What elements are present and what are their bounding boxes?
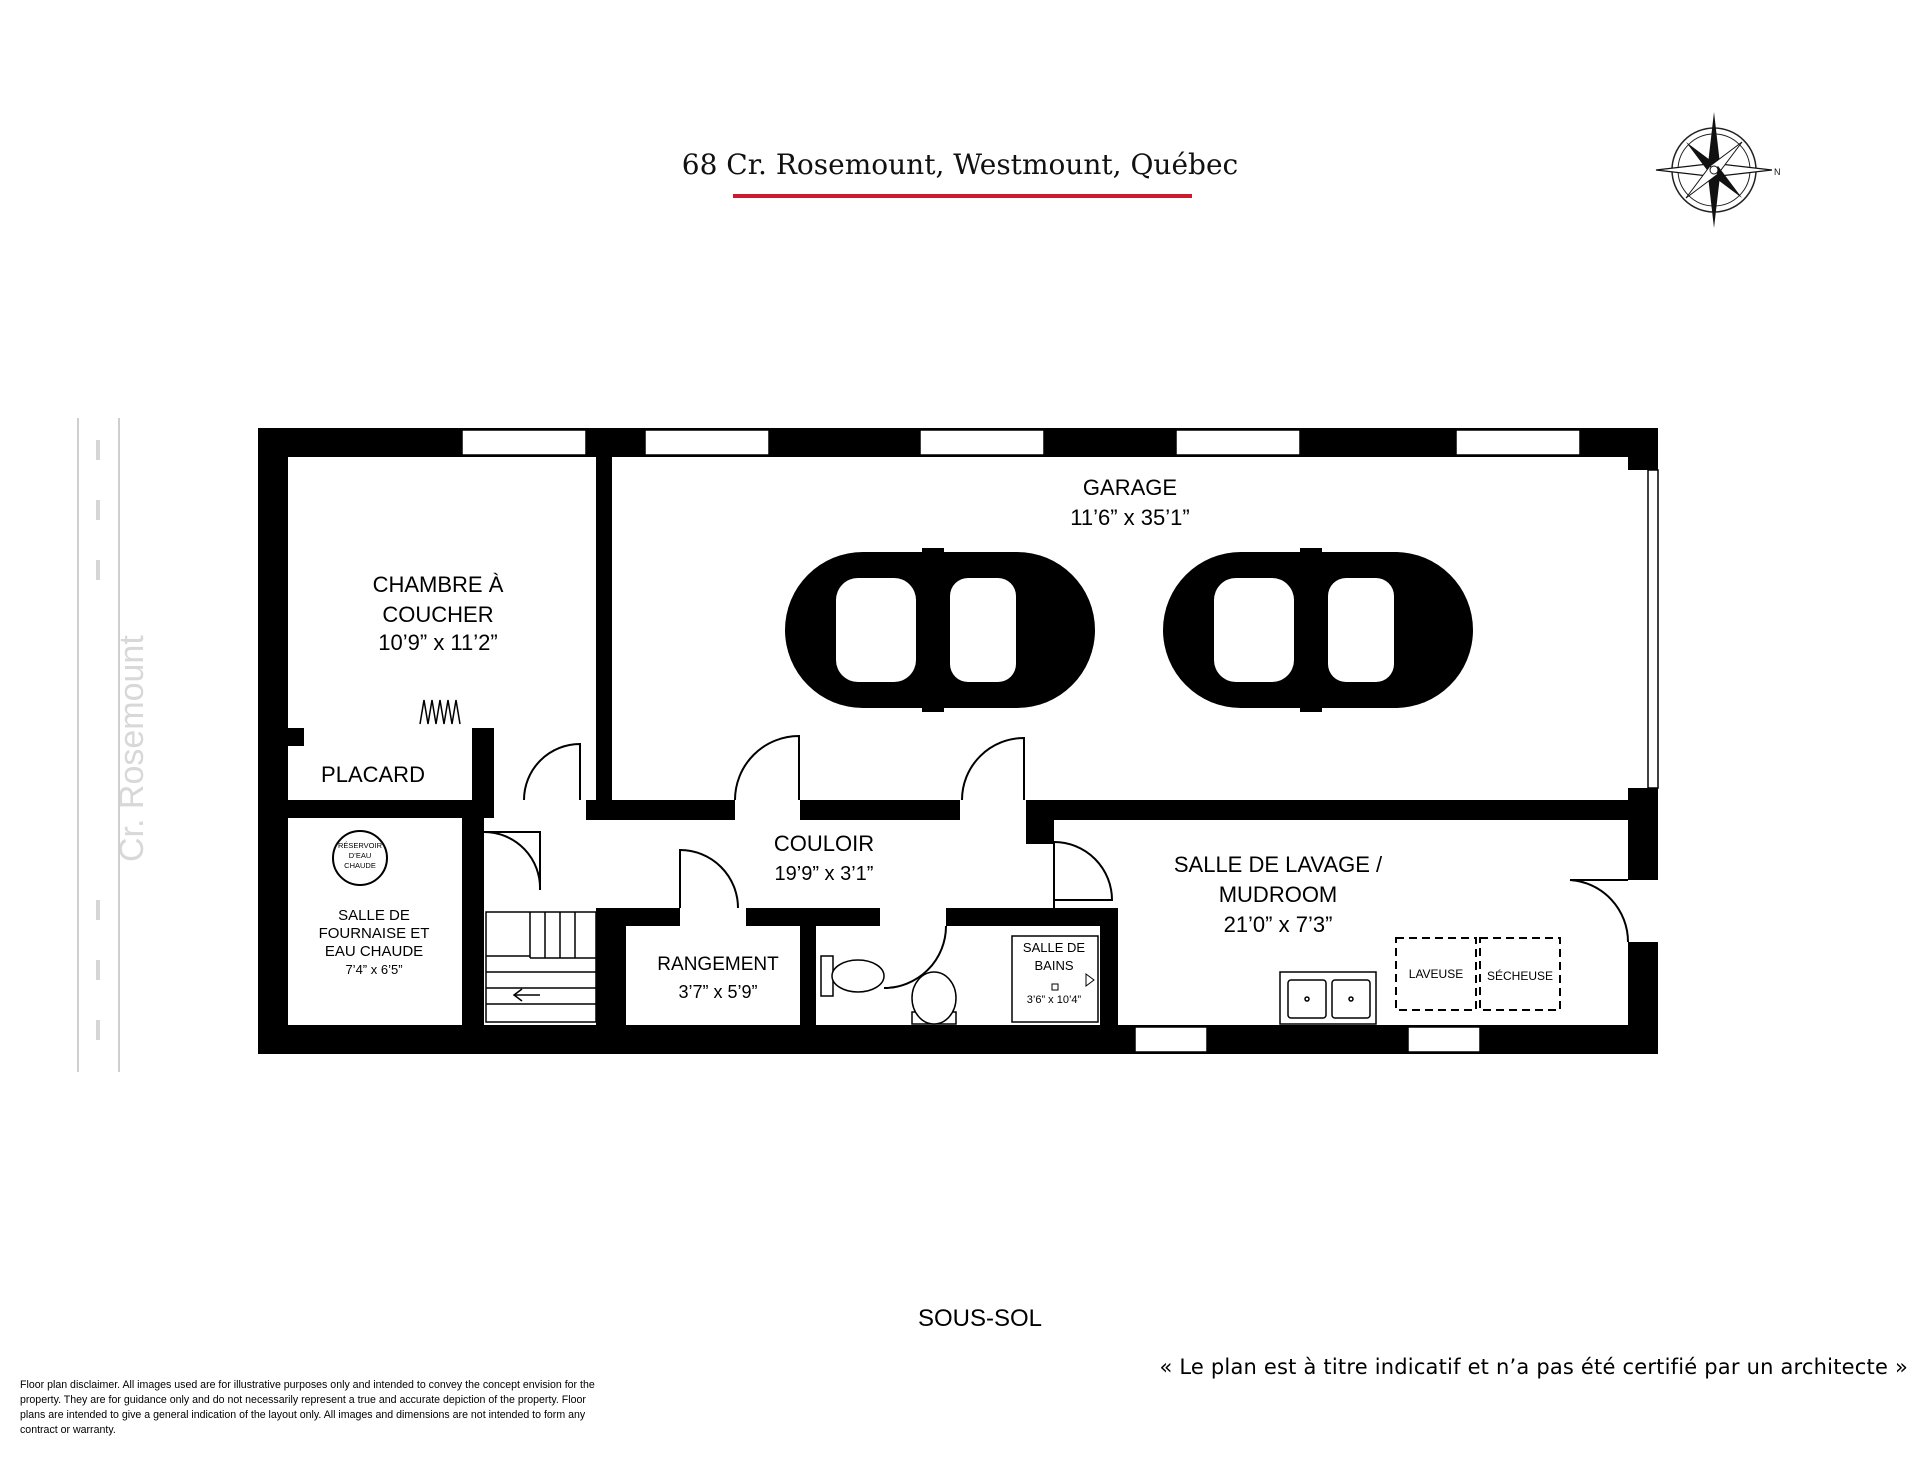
reservoir-line-2: D’EAU xyxy=(348,851,372,860)
compass-rose-icon xyxy=(1656,112,1772,228)
window xyxy=(1135,1027,1207,1052)
disclaimer-english: Floor plan disclaimer. All images used are for illustrative purposes only and intended to convey the concept envision for the property. They are for guidance only and do not necessarily represent a true and accurate depiction of the property. Floor plans are intended to give a general indication of the layout only. All images and dimensions are not intended to form any contract or warranty. xyxy=(20,1379,595,1436)
fournaise-line-3: EAU CHAUDE xyxy=(324,943,424,960)
street-lines xyxy=(78,418,119,1072)
chambre-name-2: COUCHER xyxy=(382,602,494,627)
garage-dims: 11’6” x 35’1” xyxy=(1070,505,1190,530)
couloir-dims: 19’9” x 3’1” xyxy=(774,863,874,885)
disclaimer-french: « Le plan est à titre indicatif et n’a pas été certifié par un architecte » xyxy=(1159,1355,1908,1379)
walls xyxy=(258,428,1658,1054)
window xyxy=(1176,430,1300,455)
chambre-dims: 10’9” x 11’2” xyxy=(378,630,498,655)
car-icon xyxy=(1163,548,1473,712)
toilet-icon xyxy=(912,972,956,1024)
salle-bains-line-1: SALLE DE xyxy=(1022,940,1086,955)
rangement-dims: 3’7” x 5’9” xyxy=(678,982,758,1002)
reservoir-line-3: CHAUDE xyxy=(344,861,376,870)
rangement-name: RANGEMENT xyxy=(657,954,779,975)
couloir-name: COULOIR xyxy=(773,831,875,856)
compass-north-label: N xyxy=(1774,167,1781,177)
window xyxy=(1408,1027,1480,1052)
drain-icon xyxy=(1052,984,1058,990)
window xyxy=(462,430,586,455)
lavage-line-2: MUDROOM xyxy=(1218,882,1338,907)
window xyxy=(1456,430,1580,455)
lavage-dims: 21’0” x 7’3” xyxy=(1223,912,1333,937)
garage-door xyxy=(1648,470,1658,788)
staircase xyxy=(486,912,596,1022)
fournaise-dims: 7’4” x 6’5” xyxy=(345,962,403,977)
toilet-icon xyxy=(821,956,884,996)
fournaise-line-2: FOURNAISE ET xyxy=(318,925,430,942)
faucet-icon xyxy=(1086,974,1094,986)
salle-bains-dims: 3’6” x 10’4” xyxy=(1026,994,1082,1006)
fournaise-line-1: SALLE DE xyxy=(338,907,410,924)
level-label: SOUS-SOL xyxy=(917,1305,1043,1332)
car-icon xyxy=(785,548,1095,712)
lavage-line-1: SALLE DE LAVAGE / xyxy=(1173,852,1383,877)
property-address-title: 68 Cr. Rosemount, Westmount, Québec xyxy=(681,148,1239,181)
laundry-sink-icon xyxy=(1280,972,1376,1024)
chambre-name-1: CHAMBRE À xyxy=(372,572,504,597)
placard-name: PLACARD xyxy=(321,762,425,787)
reservoir-line-1: RÉSERVOIR xyxy=(337,841,383,850)
salle-bains-line-2: BAINS xyxy=(1034,958,1074,973)
garage-name: GARAGE xyxy=(1082,475,1178,500)
street-label: Cr. Rosemount xyxy=(113,635,151,862)
window xyxy=(920,430,1044,455)
secheuse-label: SÉCHEUSE xyxy=(1486,969,1554,983)
radiator-icon xyxy=(420,700,460,724)
window xyxy=(645,430,769,455)
laveuse-label: LAVEUSE xyxy=(1408,967,1464,981)
